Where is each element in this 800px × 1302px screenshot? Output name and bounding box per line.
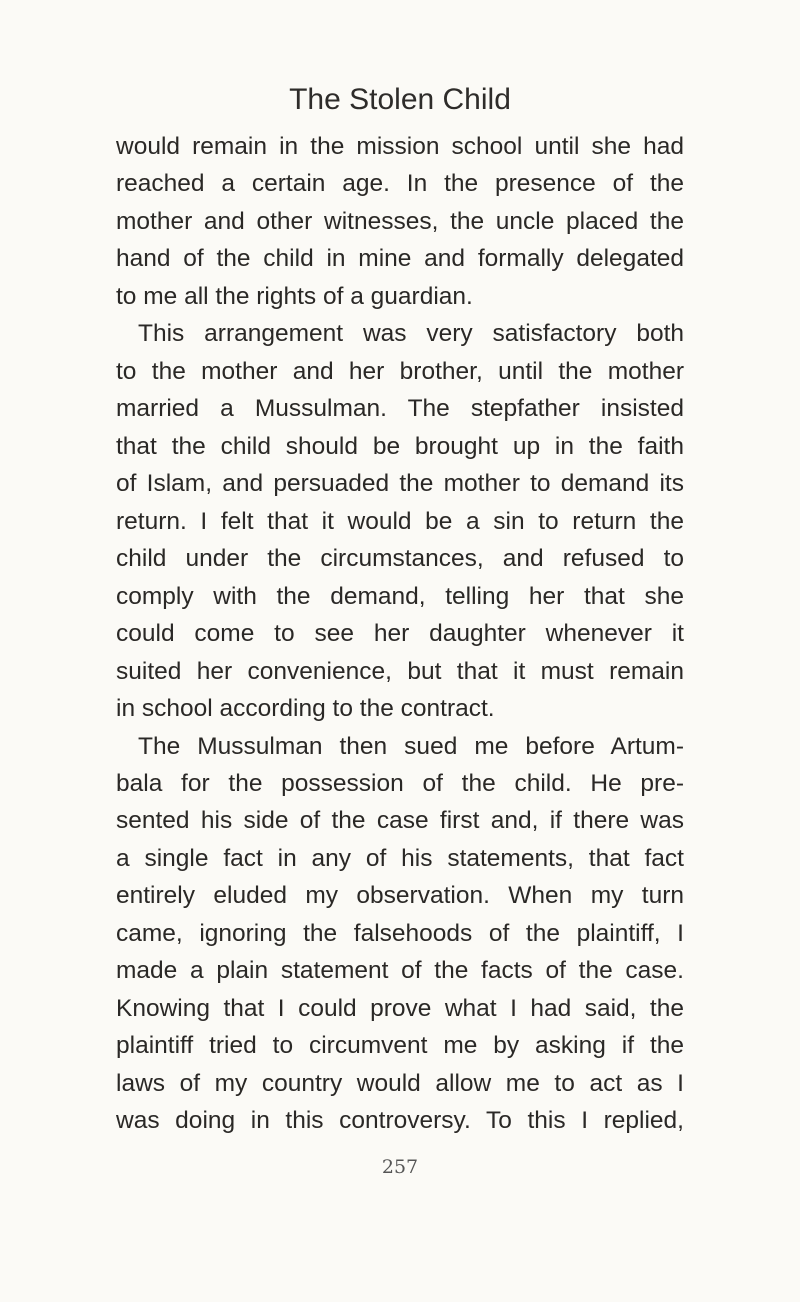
text-line: that the child should be brought up in the faith bbox=[116, 432, 684, 460]
text-line: a single fact in any of his statements, that fact bbox=[116, 844, 684, 872]
page-number: 257 bbox=[381, 1156, 419, 1178]
text-line: Knowing that I could prove what I had said, the bbox=[116, 994, 684, 1022]
text-line: to the mother and her brother, until the mother bbox=[116, 357, 684, 385]
text-line: plaintiff tried to circumvent me by asking if the bbox=[116, 1032, 684, 1060]
text-line: mother and other witnesses, the uncle placed the bbox=[116, 207, 684, 235]
text-line: to me all the rights of a guardian. bbox=[116, 282, 473, 310]
text-line: could come to see her daughter whenever it bbox=[116, 620, 684, 648]
text-line: came, ignoring the falsehoods of the plaintiff, I bbox=[116, 919, 684, 947]
text-line: would remain in the mission school until she had bbox=[116, 133, 684, 160]
text-line: in school according to the contract. bbox=[116, 695, 495, 723]
text-line: married a Mussulman. The stepfather insisted bbox=[116, 395, 684, 423]
text-line: The Mussulman then sued me before Artum- bbox=[138, 732, 684, 760]
text-line: child under the circumstances, and refused to bbox=[116, 545, 684, 573]
text-line: made a plain statement of the facts of the case. bbox=[116, 957, 684, 985]
text-line: suited her convenience, but that it must remain bbox=[116, 657, 684, 685]
text-line: hand of the child in mine and formally delegated bbox=[116, 245, 684, 273]
text-line: reached a certain age. In the presence of the bbox=[116, 170, 684, 198]
text-line: This arrangement was very satisfactory both bbox=[138, 320, 684, 348]
text-line: comply with the demand, telling her that she bbox=[116, 582, 684, 610]
running-head-title: The Stolen Child bbox=[289, 83, 511, 116]
text-line: bala for the possession of the child. He pre- bbox=[116, 769, 684, 797]
text-line: of Islam, and persuaded the mother to demand its bbox=[116, 470, 684, 498]
text-line: laws of my country would allow me to act as I bbox=[116, 1069, 684, 1097]
text-line: entirely eluded my observation. When my turn bbox=[116, 882, 684, 910]
text-line: return. I felt that it would be a sin to return the bbox=[116, 507, 684, 535]
text-line: sented his side of the case first and, if there was bbox=[116, 807, 684, 835]
body-text bbox=[116, 128, 684, 1140]
text-line: was doing in this controversy. To this I replied, bbox=[116, 1107, 684, 1135]
